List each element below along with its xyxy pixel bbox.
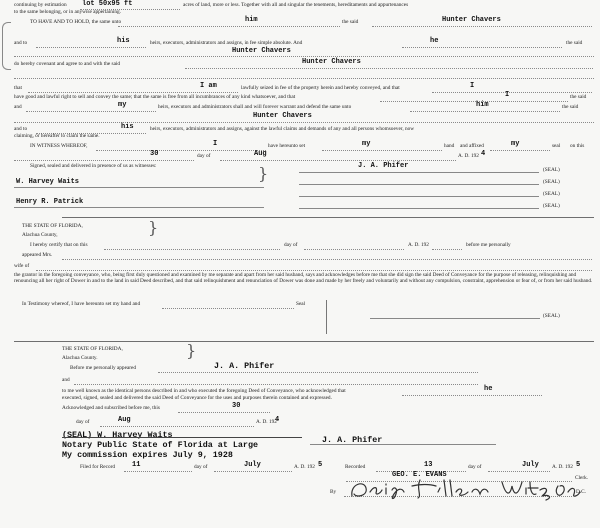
hand-my: my	[362, 140, 371, 148]
witness-1: W. Harvey Waits	[16, 178, 80, 186]
recorded-month: July	[522, 461, 539, 469]
ack2-year-digit: 4	[275, 416, 280, 424]
witness-i: I	[213, 140, 218, 148]
recorded-ad: A. D. 192	[552, 464, 573, 470]
clerk-label: Clerk.	[575, 475, 589, 481]
grantee-his: his	[117, 37, 130, 45]
grantor-he: he	[430, 37, 439, 45]
ack2-exec: executed, signed, sealed and delivered the said Deed of Conveyance for the uses and purposes therein contained and expressed.	[62, 395, 332, 401]
grantee-name-4: Hunter Chavers	[253, 112, 312, 120]
execution-month: Aug	[254, 150, 267, 158]
deed-line-7-said: the said	[570, 94, 587, 100]
lot-estimation: lot 50x95 ft	[82, 0, 133, 8]
deed-line-10: claiming, or hereafter to claim the same.	[14, 133, 100, 139]
deputy-clerk-signature	[346, 476, 582, 502]
recorded-day: 13	[424, 461, 433, 469]
i-one: I	[470, 82, 475, 90]
ack1-testimony: In Testimony whereof, I have hereunto set my hand and	[22, 301, 141, 307]
on-this-label: on this	[570, 143, 585, 149]
recorded-year-digit: 5	[576, 461, 581, 469]
ack1-certify: I hereby certify that on this	[30, 242, 88, 248]
grantee-name-3: Hunter Chavers	[302, 58, 361, 66]
i-am: I am	[200, 82, 217, 90]
have-hereunto: have hereunto set	[268, 143, 306, 149]
filed-month: July	[244, 461, 261, 469]
ack1-brace: }	[148, 218, 159, 237]
seal-3: (SEAL)	[543, 191, 560, 197]
seal-my: my	[511, 140, 520, 148]
ack2-and: and	[62, 377, 70, 383]
witness-brace: }	[258, 164, 269, 183]
deed-line-8-text: heirs, executors and administrators shall and will forever warrant and defend the same unto	[158, 104, 352, 110]
deed-line-8-said: the said	[562, 104, 579, 110]
notary-line-3: My commission expires July 9, 1928	[62, 450, 233, 460]
witness-intro: Signed, sealed and delivered in presence of us as witnesses:	[30, 163, 157, 169]
ack1-paragraph: the grantor in the foregoing conveyance, who, being first duly questioned and examined by me separate and apart from her said husband, says and acknowledges before me that she did sign the said Deed of Conveyance for the purpose of releasing, relinquishing and renouncing all her right of Dower in and to the land in said Deed described, and that said relinquishment and renunciation of Dower was done and made by her freely and voluntarily and without any compulsion, constraint, apprehension or fear of, or from her said husband.	[14, 272, 593, 284]
deed-line-1-label: continuing by estimation	[14, 2, 67, 8]
ad-label: A. D. 192	[458, 153, 479, 159]
ack1-seal: (SEAL)	[543, 313, 560, 319]
grantee-name-2: Hunter Chavers	[232, 47, 291, 55]
ack2-ad: A. D. 192	[256, 419, 277, 425]
ack1-ad: A. D. 192	[408, 242, 429, 248]
filed-dayof: day of	[194, 464, 208, 470]
deed-line-4-text: heirs, executors, administrators and assigns, in fee simple absolute. And	[150, 40, 303, 46]
filed-year-digit: 5	[318, 461, 323, 469]
deed-line-3-label: TO HAVE AND TO HOLD, the same unto	[30, 19, 122, 25]
ack1-seal-word: Seal	[296, 301, 306, 307]
ack2-grantor: J. A. Phifer	[214, 361, 275, 371]
ack2-known: to me well known as the identical persons described in and who executed the foregoing Deed of Conveyance, who acknowledged that	[62, 388, 346, 394]
ack2-subscribed: Acknowledged and subscribed before me, this	[62, 405, 160, 411]
hand-label: hand	[444, 143, 455, 149]
grantee-name: Hunter Chavers	[442, 16, 501, 24]
ack1-before: before me personally	[466, 242, 511, 248]
deed-line-2: to the same belonging, or in anywise appertaining.	[14, 9, 121, 15]
notary-line-2: Notary Public State of Florida at Large	[62, 440, 259, 450]
ack2-grantor-signature: J. A. Phifer	[322, 435, 383, 445]
by-label: By	[330, 489, 337, 495]
witness-whereof: IN WITNESS WHEREOF,	[30, 143, 88, 149]
deed-line-4-said: the said	[566, 40, 583, 46]
grantee-him-2: him	[476, 101, 489, 109]
grantee-his-2: his	[121, 123, 134, 131]
ack1-state: THE STATE OF FLORIDA,	[22, 223, 83, 229]
ack2-before: Before me personally appeared	[70, 365, 137, 371]
grantee-him: him	[245, 16, 258, 24]
i-two: I	[505, 91, 510, 99]
deed-line-6-that: that	[14, 85, 22, 91]
witness-2: Henry R. Patrick	[16, 198, 84, 206]
seal-4: (SEAL)	[543, 203, 560, 209]
deed-line-4-and-to: and to	[14, 40, 28, 46]
ack2-he: he	[484, 385, 493, 393]
ack1-dayof: day of	[284, 242, 298, 248]
dc-label: D.C.	[576, 489, 587, 495]
filed-day: 11	[132, 461, 141, 469]
seal-2: (SEAL)	[543, 179, 560, 185]
execution-year-digit: 4	[481, 150, 486, 158]
ack1-appeared: appeared Mrs.	[22, 252, 53, 258]
deed-my: my	[118, 101, 127, 109]
ack2-day: 30	[232, 402, 241, 410]
affixed-label: and affixed	[460, 143, 484, 149]
ack2-dayof: day of	[76, 419, 90, 425]
grantor-signature: J. A. Phifer	[358, 162, 409, 170]
deed-line-5: do hereby covenant and agree to and with the said	[14, 61, 121, 67]
day-of-label: day of	[197, 153, 211, 159]
ack2-month: Aug	[118, 416, 131, 424]
deed-line-9-text: heirs, executors, administrators and assigns, against the lawful claims and demands of any and all persons whomsoever, now	[150, 126, 415, 132]
filed-label: Filed for Record	[80, 464, 116, 470]
filed-ad: A. D. 192	[294, 464, 315, 470]
ack2-county: Alachua County.	[62, 355, 98, 361]
ack1-wife: wife of	[14, 263, 30, 269]
deed-line-9-and-to: and to	[14, 126, 28, 132]
ack2-state: THE STATE OF FLORIDA,	[62, 346, 123, 352]
deed-line-1-text: acres of land, more or less. Together with all and singular the tenements, hereditaments and appurtenances	[183, 2, 409, 8]
execution-day: 30	[150, 150, 159, 158]
ack1-county: Alachua County,	[22, 232, 58, 238]
recorded-dayof: day of	[468, 464, 482, 470]
deed-line-7: have good and lawful right to sell and convey the same; that the same is free from all incumbrances of any kind whatsoever, and that	[14, 94, 296, 100]
ack2-brace: }	[186, 341, 197, 360]
seal-label: seal	[552, 143, 561, 149]
clerk-name: GEO. E. EVANS	[392, 471, 447, 479]
recorded-label: Recorded	[345, 464, 366, 470]
deed-line-8-and: and	[14, 104, 22, 110]
margin-bracket	[2, 22, 11, 70]
seal-1: (SEAL)	[543, 167, 560, 173]
deed-line-6-text: lawfully seized in fee of the property herein and hereby conveyed, and that	[241, 85, 400, 91]
deed-line-3-said: the said	[342, 19, 359, 25]
notary-line-1: (SEAL) W. Harvey Waits	[62, 430, 173, 440]
